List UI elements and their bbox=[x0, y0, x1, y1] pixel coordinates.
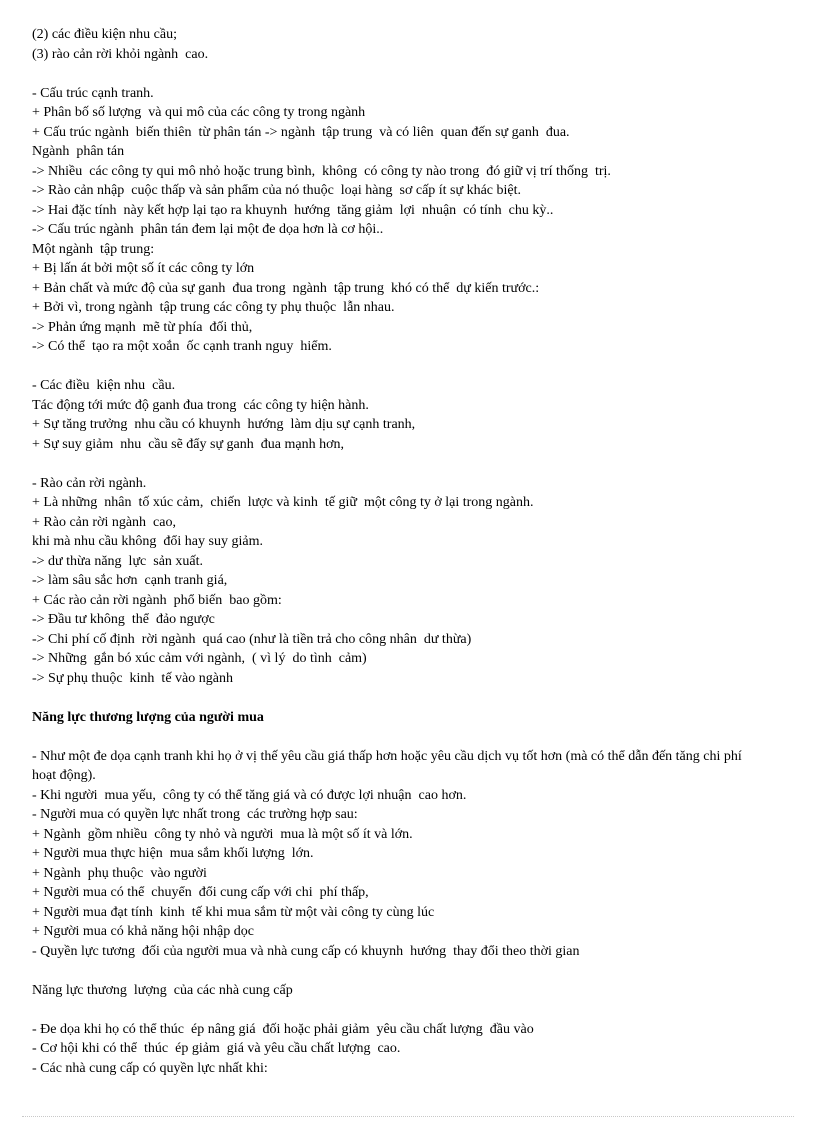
section-heading: Năng lực thương lượng của người mua bbox=[32, 709, 264, 725]
text-line: (3) rào cản rời khỏi ngành cao. bbox=[32, 46, 209, 62]
blank-line bbox=[32, 357, 752, 377]
text-line: - Các điều kiện nhu cầu. bbox=[32, 378, 176, 393]
page-bottom-divider bbox=[22, 1116, 794, 1117]
blank-line bbox=[32, 64, 752, 84]
text-line: -> Chi phí cố định rời ngành quá cao (như là tiền trả cho công nhân dư thừa) bbox=[32, 631, 472, 647]
text-line: Tác động tới mức độ ganh đua trong các công ty hiện hành. bbox=[32, 397, 369, 413]
blank-line bbox=[32, 688, 752, 708]
text-line: - Quyền lực tương đối của người mua và nhà cung cấp có khuynh hướng thay đổi theo thời gian bbox=[32, 943, 580, 959]
text-line: + Sự suy giảm nhu cầu sẽ đẩy sự ganh đua mạnh hơn, bbox=[32, 436, 344, 452]
text-line: Ngành phân tán bbox=[32, 144, 125, 159]
text-line: (2) các điều kiện nhu cầu; bbox=[32, 27, 177, 42]
text-line: -> Nhiều các công ty qui mô nhỏ hoặc trung bình, không có công ty nào trong đó giữ vị trí thống trị. bbox=[32, 163, 611, 179]
text-line: khi mà nhu cầu không đổi hay suy giảm. bbox=[32, 534, 263, 549]
document-page bbox=[32, 25, 752, 1078]
text-line: - Khi người mua yếu, công ty có thể tăng giá và có được lợi nhuận cao hơn. bbox=[32, 787, 467, 803]
text-line: + Ngành phụ thuộc vào người bbox=[32, 865, 207, 881]
text-line: + Là những nhân tố xúc cảm, chiến lược và kinh tế giữ một công ty ở lại trong ngành. bbox=[32, 495, 534, 510]
text-line: - Rào cản rời ngành. bbox=[32, 475, 147, 491]
text-line: - Cấu trúc cạnh tranh. bbox=[32, 85, 154, 101]
text-line: + Rào cản rời ngành cao, bbox=[32, 514, 176, 530]
text-line: -> Cấu trúc ngành phân tán đem lại một đe dọa hơn là cơ hội.. bbox=[32, 222, 384, 237]
section-demand-conditions bbox=[32, 376, 752, 474]
blank-line bbox=[32, 961, 752, 981]
text-line: + Phân bố số lượng và qui mô của các công ty trong ngành bbox=[32, 105, 366, 120]
blank-line bbox=[32, 727, 752, 747]
text-line: - Đe dọa khi họ có thể thúc ép nâng giá đối hoặc phải giảm yêu cầu chất lượng đầu vào bbox=[32, 1021, 534, 1037]
text-line: -> dư thừa năng lực sản xuất. bbox=[32, 553, 204, 569]
text-line: + Ngành gồm nhiều công ty nhỏ và người mua là một số ít và lớn. bbox=[32, 826, 413, 842]
section-buyer-power bbox=[32, 708, 752, 981]
blank-line bbox=[32, 454, 752, 474]
text-line: -> Hai đặc tính này kết hợp lại tạo ra khuynh hướng tăng giảm lợi nhuận có tính chu kỳ.. bbox=[32, 202, 554, 218]
text-line: - Cơ hội khi có thể thúc ép giảm giá và yêu cầu chất lượng cao. bbox=[32, 1041, 401, 1056]
text-line: + Sự tăng trưởng nhu cầu có khuynh hướng làm dịu sự cạnh tranh, bbox=[32, 417, 416, 432]
text-line: - Các nhà cung cấp có quyền lực nhất khi: bbox=[32, 1060, 268, 1076]
text-line: Một ngành tập trung: bbox=[32, 241, 155, 257]
text-line: -> Phản ứng mạnh mẽ từ phía đối thủ, bbox=[32, 319, 253, 335]
section-competitive-structure bbox=[32, 25, 752, 376]
text-line: + Người mua đạt tính kinh tế khi mua sắm từ một vài công ty cùng lúc bbox=[32, 904, 435, 920]
text-line: -> làm sâu sắc hơn cạnh tranh giá, bbox=[32, 573, 228, 588]
text-line: -> Những gắn bó xúc cảm với ngành, ( vì lý do tình cảm) bbox=[32, 651, 367, 666]
text-line: + Các rào cản rời ngành phổ biến bao gồm: bbox=[32, 592, 282, 608]
text-line: + Bản chất và mức độ của sự ganh đua trong ngành tập trung khó có thể dự kiến trước.: bbox=[32, 280, 540, 296]
text-line: -> Sự phụ thuộc kinh tế vào ngành bbox=[32, 670, 233, 686]
text-line: -> Rào cản nhập cuộc thấp và sản phẩm của nó thuộc loại hàng sơ cấp ít sự khác biệt. bbox=[32, 183, 522, 198]
text-line: - Người mua có quyền lực nhất trong các trường hợp sau: bbox=[32, 807, 358, 822]
section-heading: Năng lực thương lượng của các nhà cung cấp bbox=[32, 982, 293, 998]
section-supplier-power bbox=[32, 981, 752, 1079]
text-line: + Người mua thực hiện mua sắm khối lượng lớn. bbox=[32, 846, 314, 861]
text-line: + Người mua có khả năng hội nhập dọc bbox=[32, 924, 254, 939]
text-line: + Bị lấn át bởi một số ít các công ty lớn bbox=[32, 261, 255, 276]
text-line: + Người mua có thể chuyển đổi cung cấp với chi phí thấp, bbox=[32, 885, 369, 900]
text-line: -> Đầu tư không thể đảo ngược bbox=[32, 612, 215, 627]
text-line: + Cấu trúc ngành biến thiên từ phân tán -> ngành tập trung và có liên quan đến sự ganh đua. bbox=[32, 124, 570, 140]
blank-line bbox=[32, 1000, 752, 1020]
text-paragraph: - Như một đe dọa cạnh tranh khi họ ở vị thế yêu cầu giá thấp hơn hoặc yêu cầu dịch vụ tốt hơn (mà có thể dẫn đến tăng chi phí hoạt động). bbox=[32, 748, 742, 783]
text-line: + Bởi vì, trong ngành tập trung các công ty phụ thuộc lẫn nhau. bbox=[32, 300, 395, 315]
section-exit-barriers bbox=[32, 474, 752, 708]
text-line: -> Có thể tạo ra một xoắn ốc cạnh tranh nguy hiểm. bbox=[32, 339, 332, 354]
